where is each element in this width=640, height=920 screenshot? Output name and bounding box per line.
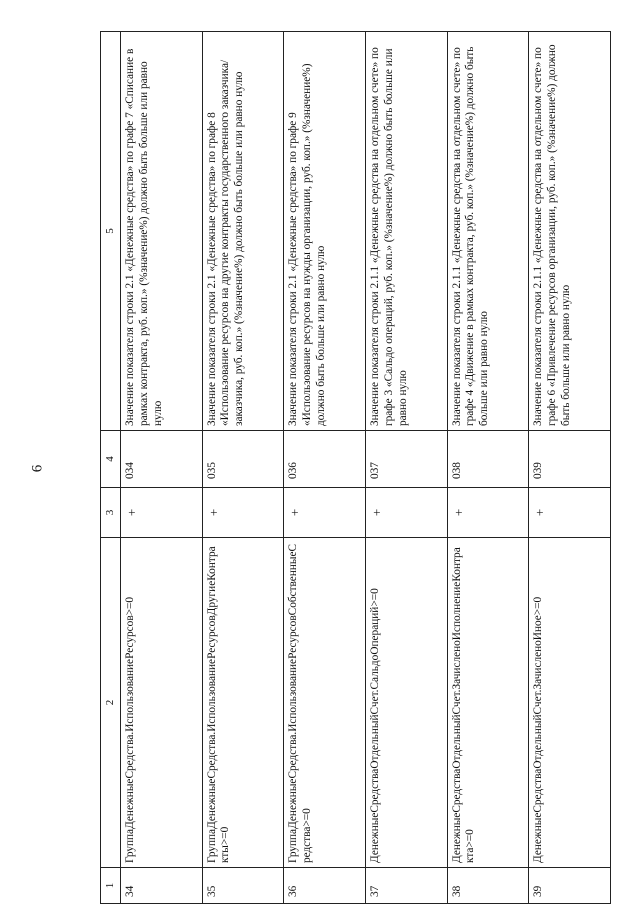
table-header-row [101, 32, 121, 904]
row-code: 038 [447, 431, 529, 488]
row-code: 037 [365, 431, 447, 488]
row-description: Значение показателя строки 2.1.1 «Денежные средства на отдельном счете» по графе 3 «Сальдо операций, руб. коп.» (%значение%) должно быть больше или равно нулю [365, 32, 447, 431]
validation-rules-table [100, 31, 611, 904]
row-number: 39 [529, 868, 611, 904]
row-code: 036 [284, 431, 366, 488]
row-expression: ГруппаДенежныеСредства.ИспользованиеРесурсовСобственныеСредства>=0 [284, 538, 366, 868]
row-code: 039 [529, 431, 611, 488]
row-description: Значение показателя строки 2.1 «Денежные средства» по графе 9 «Использование ресурсов на нужды организации, руб. коп.» (%значение%) должно быть больше или равно нулю [284, 32, 366, 431]
row-number: 36 [284, 868, 366, 904]
header-cell: 4 [101, 431, 121, 488]
row-flag: + [202, 488, 284, 538]
table-container [100, 32, 611, 904]
row-code: 035 [202, 431, 284, 488]
row-number: 37 [365, 868, 447, 904]
row-flag: + [529, 488, 611, 538]
row-flag: + [284, 488, 366, 538]
row-description: Значение показателя строки 2.1.1 «Денежные средства на отдельном счете» по графе 4 «Движение в рамках контракта, руб. коп.» (%значение%) должно быть больше или равно нулю [447, 32, 529, 431]
row-flag: + [365, 488, 447, 538]
row-code: 034 [121, 431, 203, 488]
table-row [365, 32, 447, 904]
row-expression: ДенежныеСредстваОтдельныйСчет.ЗачисленоИное>=0 [529, 538, 611, 868]
row-flag: + [447, 488, 529, 538]
table-row [284, 32, 366, 904]
rotated-table-frame [100, 32, 611, 904]
table-row [529, 32, 611, 904]
row-number: 35 [202, 868, 284, 904]
row-description: Значение показателя строки 2.1 «Денежные средства» по графе 8 «Использование ресурсов на другие контракты государственного заказчика/заказчика, руб. коп.» (%значение%) должно быть больше или равно нулю [202, 32, 284, 431]
page-number: 6 [29, 464, 46, 473]
row-expression: ГруппаДенежныеСредства.ИспользованиеРесурсовДругиеКонтракты>=0 [202, 538, 284, 868]
header-cell: 1 [101, 868, 121, 904]
row-description: Значение показателя строки 2.1 «Денежные средства» по графе 7 «Списание в рамках контракта, руб. коп.» (%значение%) должно быть больше или равно нулю [121, 32, 203, 431]
row-expression: ДенежныеСредстваОтдельныйСчет.СальдоОпераций>=0 [365, 538, 447, 868]
header-cell: 5 [101, 32, 121, 431]
header-cell: 2 [101, 538, 121, 868]
row-number: 38 [447, 868, 529, 904]
row-expression: ГруппаДенежныеСредства.ИспользованиеРесурсов>=0 [121, 538, 203, 868]
table-row [447, 32, 529, 904]
header-cell: 3 [101, 488, 121, 538]
table-row [202, 32, 284, 904]
row-expression: ДенежныеСредстваОтдельныйСчет.ЗачисленоИсполнениеКонтракта>=0 [447, 538, 529, 868]
row-description: Значение показателя строки 2.1.1 «Денежные средства на отдельном счете» по графе 6 «Привлечение ресурсов организации, руб. коп.» (%значение%) должно быть больше или равно нулю [529, 32, 611, 431]
table-row [121, 32, 203, 904]
row-flag: + [121, 488, 203, 538]
row-number: 34 [121, 868, 203, 904]
